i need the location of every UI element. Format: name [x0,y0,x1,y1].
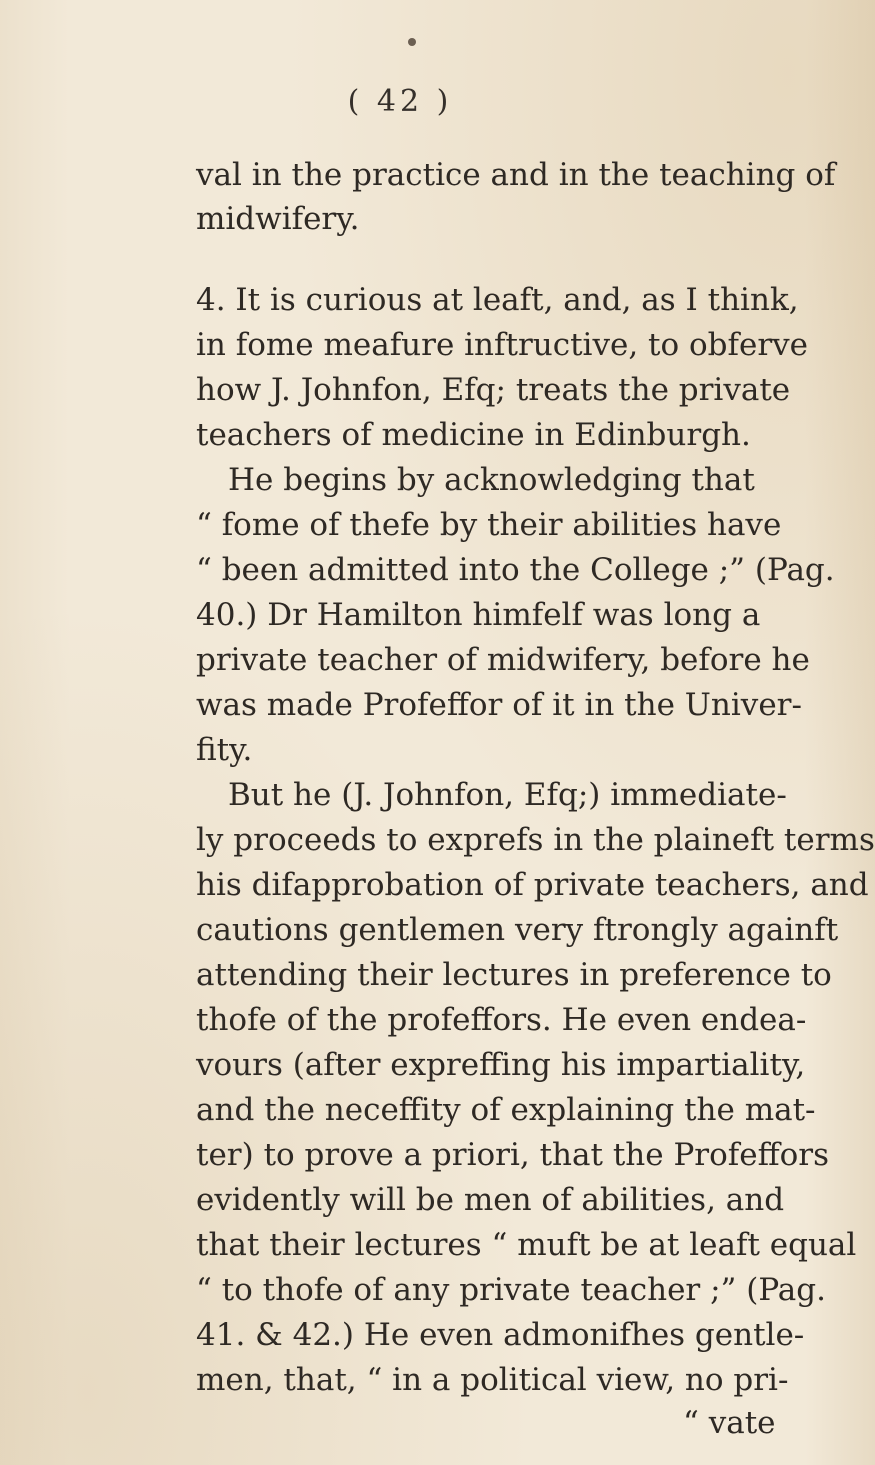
text-line: and the neceffity of explaining the mat- [196,1092,816,1128]
page-number: ( 42 ) [347,84,453,119]
catchword: “ vate [683,1405,776,1441]
ink-speck [408,38,416,46]
text-line: But he (J. Johnfon, Efq;) immediate- [228,777,787,813]
text-line: 40.) Dr Hamilton himfelf was long a [196,597,761,633]
text-line: fity. [196,732,253,768]
text-line: “ fome of thefe by their abilities have [196,507,782,543]
text-line: teachers of medicine in Edinburgh. [196,417,751,453]
text-line: 4. It is curious at leaft, and, as I think, [196,282,799,318]
text-line: ter) to prove a priori, that the Profeffors [196,1137,830,1173]
text-line: was made Profeffor of it in the Univer- [196,687,802,723]
text-line: val in the practice and in the teaching of [196,157,836,193]
text-line: ly proceeds to exprefs in the plaineft terms [196,822,875,858]
text-line: cautions gentlemen very ftrongly againft [196,912,839,948]
text-line: vours (after expreffing his impartiality, [196,1047,806,1083]
text-line: attending their lectures in preference to [196,957,832,993]
text-line: He begins by acknowledging that [228,462,755,498]
text-line: that their lectures “ muft be at leaft equal [196,1227,857,1263]
text-line: private teacher of midwifery, before he [196,642,810,678]
text-line: “ to thofe of any private teacher ;” (Pag. [196,1272,826,1308]
text-line: 41. & 42.) He even admonifhes gentle- [196,1317,805,1353]
text-line: “ been admitted into the College ;” (Pag. [196,552,835,588]
text-line: his difapprobation of private teachers, and [196,867,869,903]
text-line: thofe of the profeffors. He even endea- [196,1002,807,1038]
text-line: in fome meafure inftructive, to obferve [196,327,809,363]
text-line: how J. Johnfon, Efq; treats the private [196,372,791,408]
text-line: midwifery. [196,201,360,237]
text-line: evidently will be men of abilities, and [196,1182,785,1218]
text-line: men, that, “ in a political view, no pri- [196,1362,789,1398]
